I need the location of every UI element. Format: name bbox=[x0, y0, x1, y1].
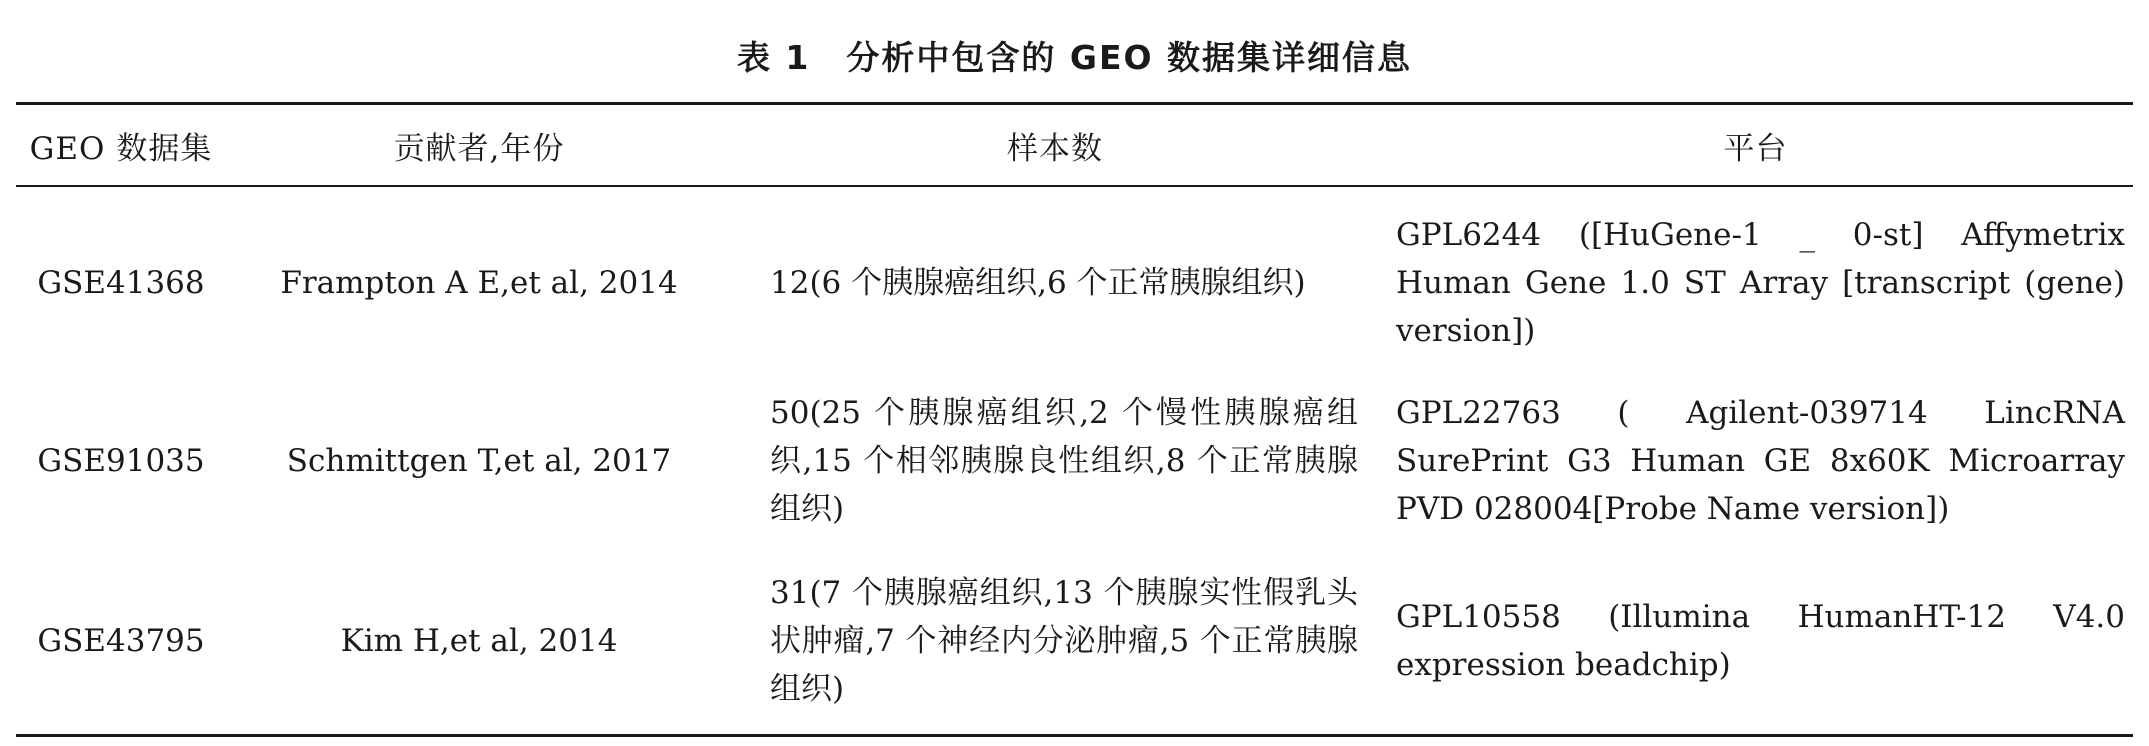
header-platform: 平台 bbox=[1723, 130, 1788, 167]
cell-contributor-year: Schmittgen T,et al, 2017 bbox=[286, 443, 672, 479]
cell-platform: GPL10558 (Illumina HumanHT-12 V4.0 expression beadchip) bbox=[1396, 599, 2125, 683]
table-title: 分析中包含的 GEO 数据集详细信息 bbox=[846, 38, 1413, 77]
cell-geo-dataset: GSE41368 bbox=[37, 265, 205, 301]
cell-sample-count: 50(25 个胰腺癌组织,2 个慢性胰腺癌组织,15 个相邻胰腺良性组织,8 个正常胰腺组织) bbox=[770, 395, 1358, 527]
geo-dataset-table bbox=[16, 105, 2133, 731]
cell-geo-dataset: GSE91035 bbox=[37, 443, 205, 479]
table-number: 表 1 bbox=[736, 38, 811, 77]
table-bottom-rule bbox=[16, 734, 2133, 737]
cell-geo-dataset: GSE43795 bbox=[37, 623, 205, 659]
header-contributor-year: 贡献者,年份 bbox=[393, 130, 565, 167]
cell-sample-count: 12(6 个胰腺癌组织,6 个正常胰腺组织) bbox=[770, 265, 1306, 301]
table-row bbox=[16, 551, 2133, 731]
cell-contributor-year: Kim H,et al, 2014 bbox=[340, 623, 618, 659]
table-header-row bbox=[16, 105, 2133, 185]
header-geo-dataset: GEO 数据集 bbox=[29, 130, 213, 167]
header-sample-count: 样本数 bbox=[1007, 130, 1103, 167]
table-caption bbox=[0, 32, 2149, 79]
table-row bbox=[16, 371, 2133, 551]
cell-platform: GPL22763 ( Agilent-039714 LincRNA SurePrint G3 Human GE 8x60K Microarray PVD 028004[Probe Name version]) bbox=[1396, 395, 2125, 527]
table-row bbox=[16, 185, 2133, 371]
cell-sample-count: 31(7 个胰腺癌组织,13 个胰腺实性假乳头状肿瘤,7 个神经内分泌肿瘤,5 个正常胰腺组织) bbox=[770, 575, 1358, 707]
cell-contributor-year: Frampton A E,et al, 2014 bbox=[280, 265, 678, 301]
cell-platform: GPL6244 ([HuGene-1 _ 0-st] Affymetrix Human Gene 1.0 ST Array [transcript (gene) version]) bbox=[1396, 217, 2125, 349]
